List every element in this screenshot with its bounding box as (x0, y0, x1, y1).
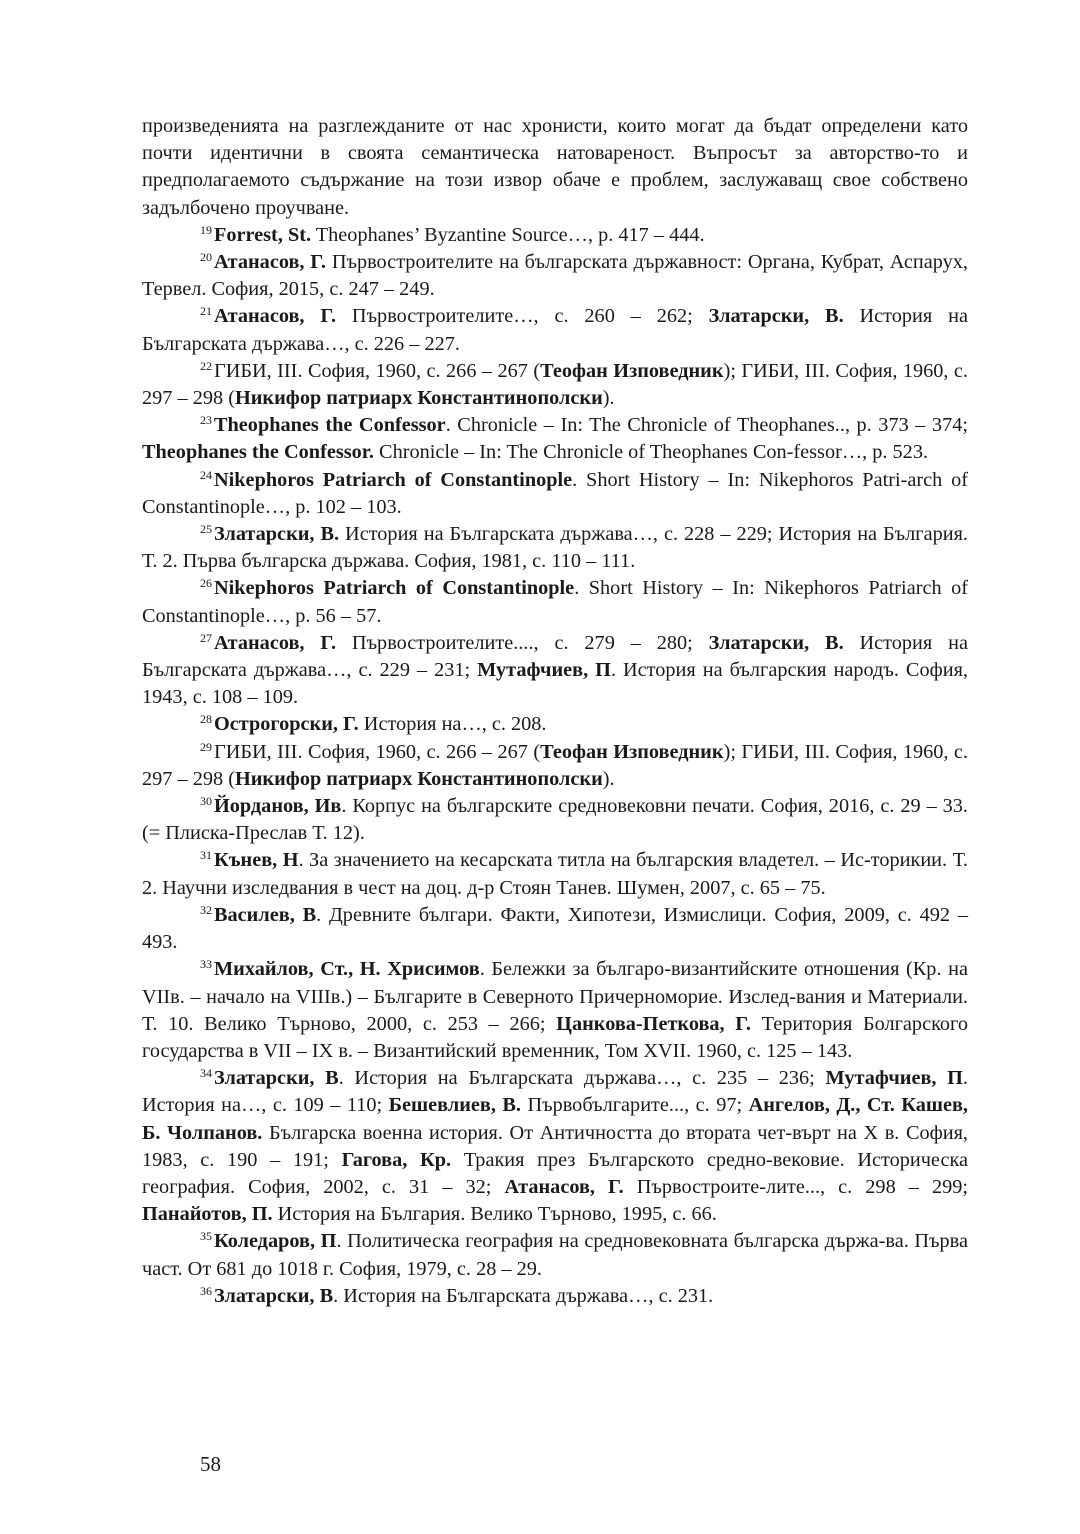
intro-paragraph: произведенията на разглежданите от нас хронисти, които могат да бъдат определени като почти идентични в своята семантическа натовареност. Въпросът за авторство-то и предполагаемото съдържание на този извор обаче е проблем, заслужаващ свое собствено задълбочено проучване. (142, 115, 968, 219)
footnote (142, 630, 968, 712)
footnote-author: Златарски, В. (708, 305, 844, 328)
footnote-author: Златарски, В (214, 1284, 334, 1307)
footnote (142, 956, 968, 1065)
footnote-author: Theophanes the Confessor (214, 414, 446, 437)
footnote-author: Михайлов, Ст., Н. Хрисимов (214, 958, 480, 981)
footnote (142, 412, 968, 466)
footnote-text: История на България. Велико Търново, 1995, с. 66. (272, 1203, 717, 1226)
footnote-text: . Chronicle – In: The Chronicle of Theophanes.., p. 373 – 374; (445, 414, 968, 437)
footnote-author: Коледаров, П (214, 1230, 337, 1253)
page-body (142, 113, 968, 1310)
footnote-text: История на Българската държава…, с. 228 – 229; История на България. Т. 2. Първа българска държава. София, 1981, с. 110 – 111. (142, 523, 968, 573)
footnote-author: Theophanes the Confessor. (142, 441, 374, 464)
footnote-author: Мутафчиев, П (825, 1067, 963, 1090)
footnote-author: Никифор патриарх Константинополски (234, 767, 603, 790)
footnote-author: Атанасов, Г. (214, 631, 337, 654)
footnote-number: 29 (200, 739, 212, 754)
footnote-author: Кънев, Н (214, 849, 299, 872)
footnote-author: Гагова, Кр. (341, 1148, 452, 1171)
footnote-number: 19 (200, 222, 212, 237)
footnote-text: Chronicle – In: The Chronicle of Theophanes Con-fessor…, p. 523. (373, 441, 929, 464)
footnote-text: Първостроителите…, с. 260 – 262; (336, 305, 709, 328)
footnote-author: Цанкова-Петкова, Г. (556, 1012, 751, 1035)
footnote (142, 1065, 968, 1228)
footnote-text: . Short History – In: Nikephoros Patri-arch of Constantinople…, p. 102 – 103. (142, 468, 968, 518)
footnote-text: Първостроите-лите..., с. 298 – 299; (623, 1175, 968, 1198)
footnote-text: Първостроителите...., с. 279 – 280; (336, 631, 709, 654)
footnote-text: . История на…, с. 109 – 110; (142, 1067, 968, 1117)
footnote-number: 23 (200, 413, 212, 428)
footnote (142, 303, 968, 357)
footnote-text: . Древните българи. Факти, Хипотези, Измислици. София, 2009, с. 492 – 493. (142, 903, 968, 954)
footnote-author: Златарски, В (214, 1067, 339, 1090)
footnote-author: Панайотов, П. (142, 1203, 273, 1226)
footnote-author: Nikephoros Patriarch of Constantinople (214, 577, 575, 600)
footnote (142, 575, 968, 629)
footnote-author: Златарски, В. (214, 523, 340, 546)
footnote-author: Forrest, St. (214, 223, 312, 246)
footnote-author: Бешевлиев, В. (388, 1094, 521, 1117)
footnote (142, 902, 968, 956)
footnote (142, 1228, 968, 1282)
footnote (142, 1283, 968, 1310)
footnote-number: 21 (200, 304, 212, 319)
footnote-number: 24 (200, 467, 212, 482)
footnote-text: Първостроителите на българската държавност: Органа, Кубрат, Аспарух, Тервел. София, 2015, с. 247 – 249. (142, 251, 968, 301)
footnote-author: Йорданов, Ив (214, 795, 342, 818)
footnote-number: 35 (200, 1229, 212, 1244)
footnote-author: Златарски, В. (708, 631, 844, 654)
footnote-author: Василев, В (214, 903, 317, 926)
footnote-author: Теофан Изповедник (540, 359, 724, 382)
footnote-number: 34 (200, 1066, 212, 1081)
footnote-number: 26 (200, 576, 212, 591)
footnote (142, 358, 968, 412)
footnote-number: 25 (200, 522, 212, 537)
footnote-text: ). (602, 767, 615, 790)
footnote-text: Българска военна история. От Античността до втората чет-върт на Х в. София, 1983, с. 190 – 191; (142, 1121, 969, 1171)
page-number: 58 (200, 1452, 221, 1476)
footnote-text: ГИБИ, III. София, 1960, с. 266 – 267 ( (214, 740, 541, 763)
footnote-author: Мутафчиев, П (477, 659, 611, 682)
footnote-number: 31 (200, 848, 212, 863)
footnote-text: ); ГИБИ, III. София, 1960, с. 297 – 298 ( (142, 740, 968, 790)
footnote-author: Ангелов, Д., Ст. Кашев, Б. Чолпанов. (142, 1094, 968, 1144)
footnote-number: 28 (200, 712, 212, 727)
footnote (142, 847, 968, 901)
footnote-number: 32 (200, 902, 212, 917)
footnote-number: 30 (200, 794, 212, 809)
footnote-number: 27 (200, 630, 212, 645)
footnote-text: . История на Българската държава…, с. 231. (333, 1284, 714, 1307)
footnote-text: . Short History – In: Nikephoros Patriarch of Constantinople…, p. 56 – 57. (142, 577, 968, 627)
footnote-text: Първобългарите..., с. 97; (521, 1094, 749, 1117)
footnote-number: 20 (200, 250, 212, 265)
footnote (142, 793, 968, 847)
footnote-text: ГИБИ, III. София, 1960, с. 266 – 267 ( (214, 359, 541, 382)
footnote (142, 739, 968, 793)
footnote-text: . Корпус на българските средновековни печати. София, 2016, с. 29 – 33. (= Плиска-Преслав Т. 12). (142, 795, 968, 845)
footnote-number: 22 (200, 358, 212, 373)
footnote-text: История на…, с. 208. (358, 713, 547, 736)
footnote-text: . История на българския народъ. София, 1943, с. 108 – 109. (142, 659, 968, 709)
footnote-text: История на Българската държава…, с. 226 – 227. (142, 305, 968, 355)
footnote (142, 711, 968, 738)
footnote-author: Атанасов, Г. (214, 251, 326, 274)
footnote-author: Nikephoros Patriarch of Constantinople (214, 468, 573, 491)
footnote-author: Острогорски, Г. (214, 713, 359, 736)
footnote-text: . За значението на кесарската титла на българския владетел. – Ис-торикии. Т. 2. Научни изследвания в чест на доц. д-р Стоян Танев. Шумен, 2007, с. 65 – 75. (142, 849, 969, 899)
footnote-text: Theophanes’ Byzantine Source…, p. 417 – 444. (311, 223, 705, 246)
footnote-text: . История на Българската държава…, с. 235 – 236; (338, 1067, 826, 1090)
footnote-text: ). (602, 387, 615, 410)
footnote-author: Атанасов, Г. (504, 1175, 624, 1198)
footnote-author: Атанасов, Г. (214, 305, 337, 328)
footnote (142, 222, 968, 249)
footnote-author: Никифор патриарх Константинополски (234, 387, 603, 410)
footnote-text: Тракия през Българското средно-вековие. Историческа география. София, 2002, с. 31 – 32; (142, 1148, 968, 1198)
footnote (142, 521, 968, 575)
footnote (142, 249, 968, 303)
footnote-number: 33 (200, 957, 212, 972)
footnote-list (142, 222, 968, 1310)
footnote-author: Теофан Изповедник (540, 740, 724, 763)
footnote-text: . Бележки за българо-византийските отношения (Кр. на VIIв. – начало на VIIIв.) – Българите в Северното Причерноморие. Изслед-вания и Материали. Т. 10. Велико Търново, 2000, с. 253 – 266; (142, 958, 969, 1035)
footnote-text: . Политическа география на средновековната българска държа-ва. Първа част. От 681 до 1018 г. София, 1979, с. 28 – 29. (142, 1230, 968, 1280)
footnote-text: ); ГИБИ, III. София, 1960, с. 297 – 298 ( (142, 359, 968, 410)
footnote (142, 467, 968, 521)
footnote-text: Територия Болгарского государства в VII – IX в. – Византийский временник, Том XVII. 1960, с. 125 – 143. (142, 1012, 968, 1062)
footnote-text: История на Българската държава…, с. 229 – 231; (142, 631, 968, 682)
footnote-number: 36 (200, 1283, 212, 1298)
